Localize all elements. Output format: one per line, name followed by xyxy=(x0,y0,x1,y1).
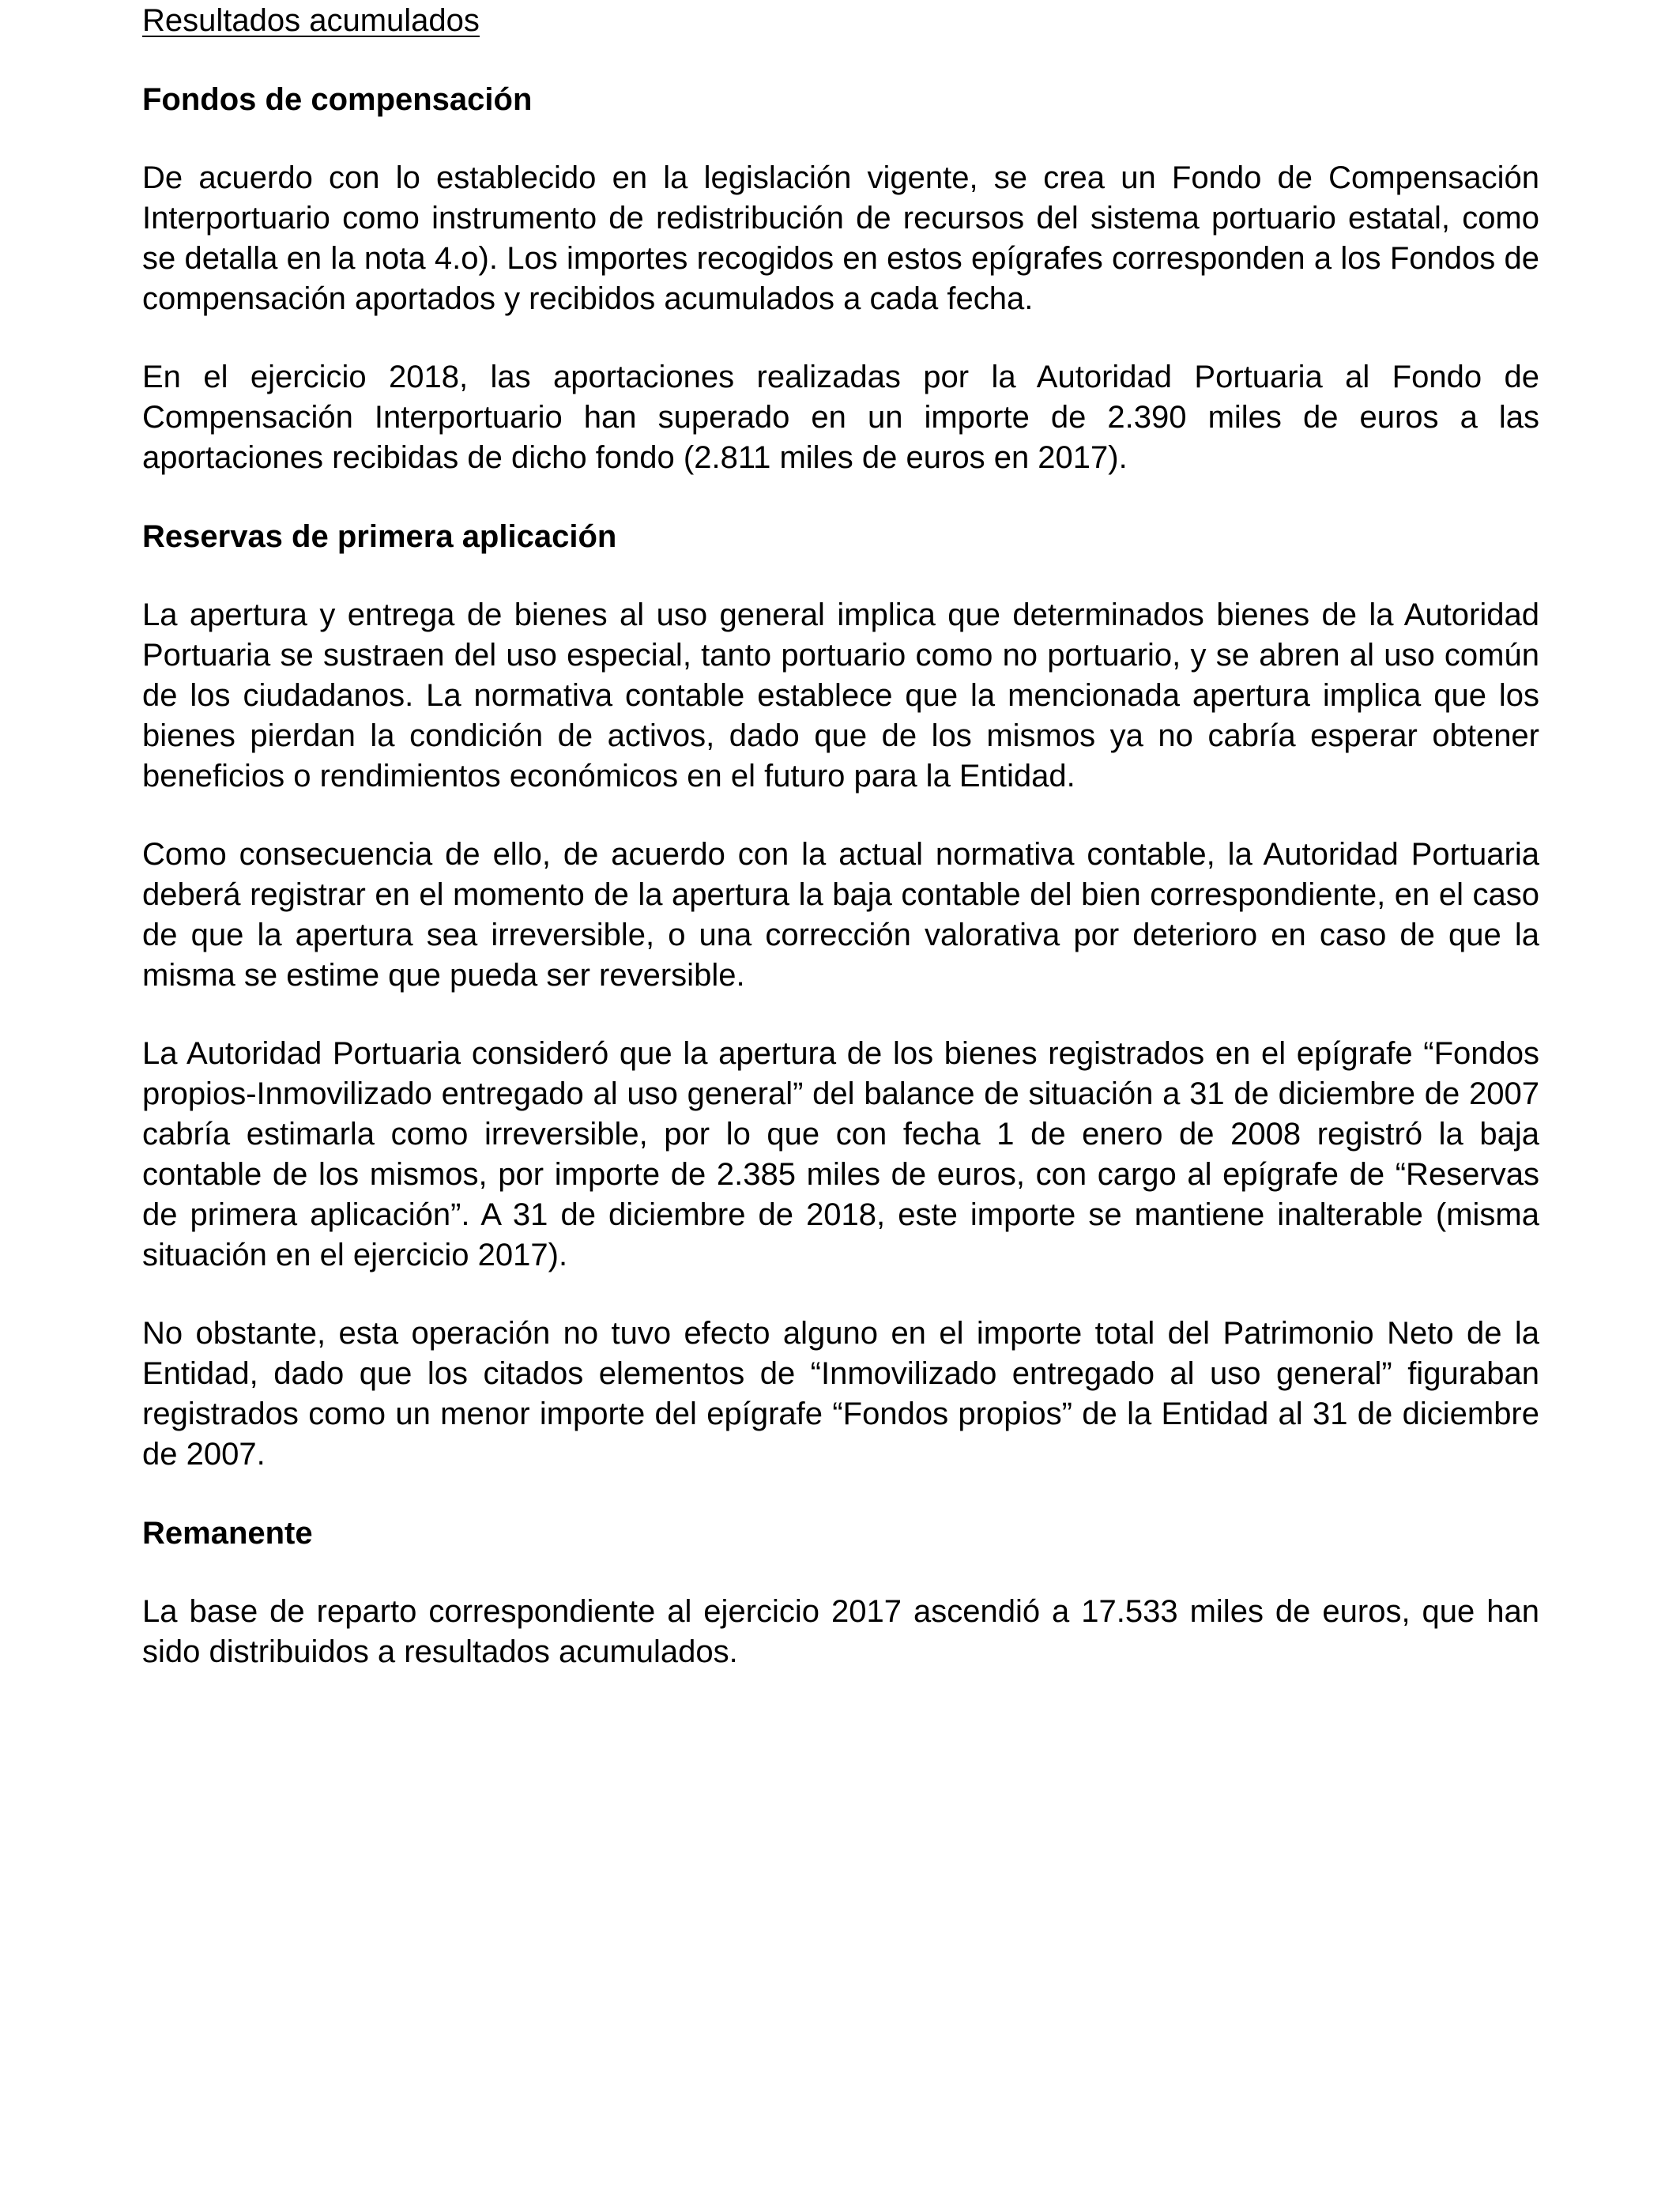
heading-fondos-compensacion: Fondos de compensación xyxy=(142,82,533,117)
heading-reservas-primera-aplicacion: Reservas de primera aplicación xyxy=(142,519,617,554)
paragraph-fondo-definicion: De acuerdo con lo establecido en la legislación vigente, se crea un Fondo de Compensación Interportuario como instrumento de redistribución de recursos del sistema portuario estatal, como se detalla en la nota 4.o). Los importes recogidos en estos epígrafes corresponden a los Fondos de compensación aportados y recibidos acumulados a cada fecha. xyxy=(142,160,1539,316)
paragraph-consecuencia: Como consecuencia de ello, de acuerdo con la actual normativa contable, la Autoridad Portuaria deberá registrar en el momento de la apertura la baja contable del bien correspondiente, en el caso de que la apertura sea irreversible, o una corrección valorativa por deterioro en caso de que la misma se estime que pueda ser reversible. xyxy=(142,837,1539,993)
heading-remanente: Remanente xyxy=(142,1516,313,1551)
paragraph-aportaciones-2018: En el ejercicio 2018, las aportaciones realizadas por la Autoridad Portuaria al Fondo de Compensación Interportuario han superado en un importe de 2.390 miles de euros a las aportaciones recibidas de dicho fondo (2.811 miles de euros en 2017). xyxy=(142,360,1539,475)
document-body xyxy=(142,0,1539,1672)
section-title: Resultados acumulados xyxy=(142,3,480,38)
paragraph-base-reparto: La base de reparto correspondiente al ejercicio 2017 ascendió a 17.533 miles de euros, que han sido distribuidos a resultados acumulados. xyxy=(142,1594,1539,1669)
paragraph-apertura-bienes: La apertura y entrega de bienes al uso general implica que determinados bienes de la Autoridad Portuaria se sustraen del uso especial, tanto portuario como no portuario, y se abren al uso común de los ciudadanos. La normativa contable establece que la mencionada apertura implica que los bienes pierdan la condición de activos, dado que de los mismos ya no cabría esperar obtener beneficios o rendimientos económicos en el futuro para la Entidad. xyxy=(142,598,1539,794)
paragraph-consideracion-irreversible: La Autoridad Portuaria consideró que la apertura de los bienes registrados en el epígrafe “Fondos propios-Inmovilizado entregado al uso general” del balance de situación a 31 de diciembre de 2007 cabría estimarla como irreversible, por lo que con fecha 1 de enero de 2008 registró la baja contable de los mismos, por importe de 2.385 miles de euros, con cargo al epígrafe de “Reservas de primera aplicación”. A 31 de diciembre de 2018, este importe se mantiene inalterable (misma situación en el ejercicio 2017). xyxy=(142,1036,1539,1272)
paragraph-no-obstante: No obstante, esta operación no tuvo efecto alguno en el importe total del Patrimonio Neto de la Entidad, dado que los citados elementos de “Inmovilizado entregado al uso general” figuraban registrados como un menor importe del epígrafe “Fondos propios” de la Entidad al 31 de diciembre de 2007. xyxy=(142,1316,1539,1472)
